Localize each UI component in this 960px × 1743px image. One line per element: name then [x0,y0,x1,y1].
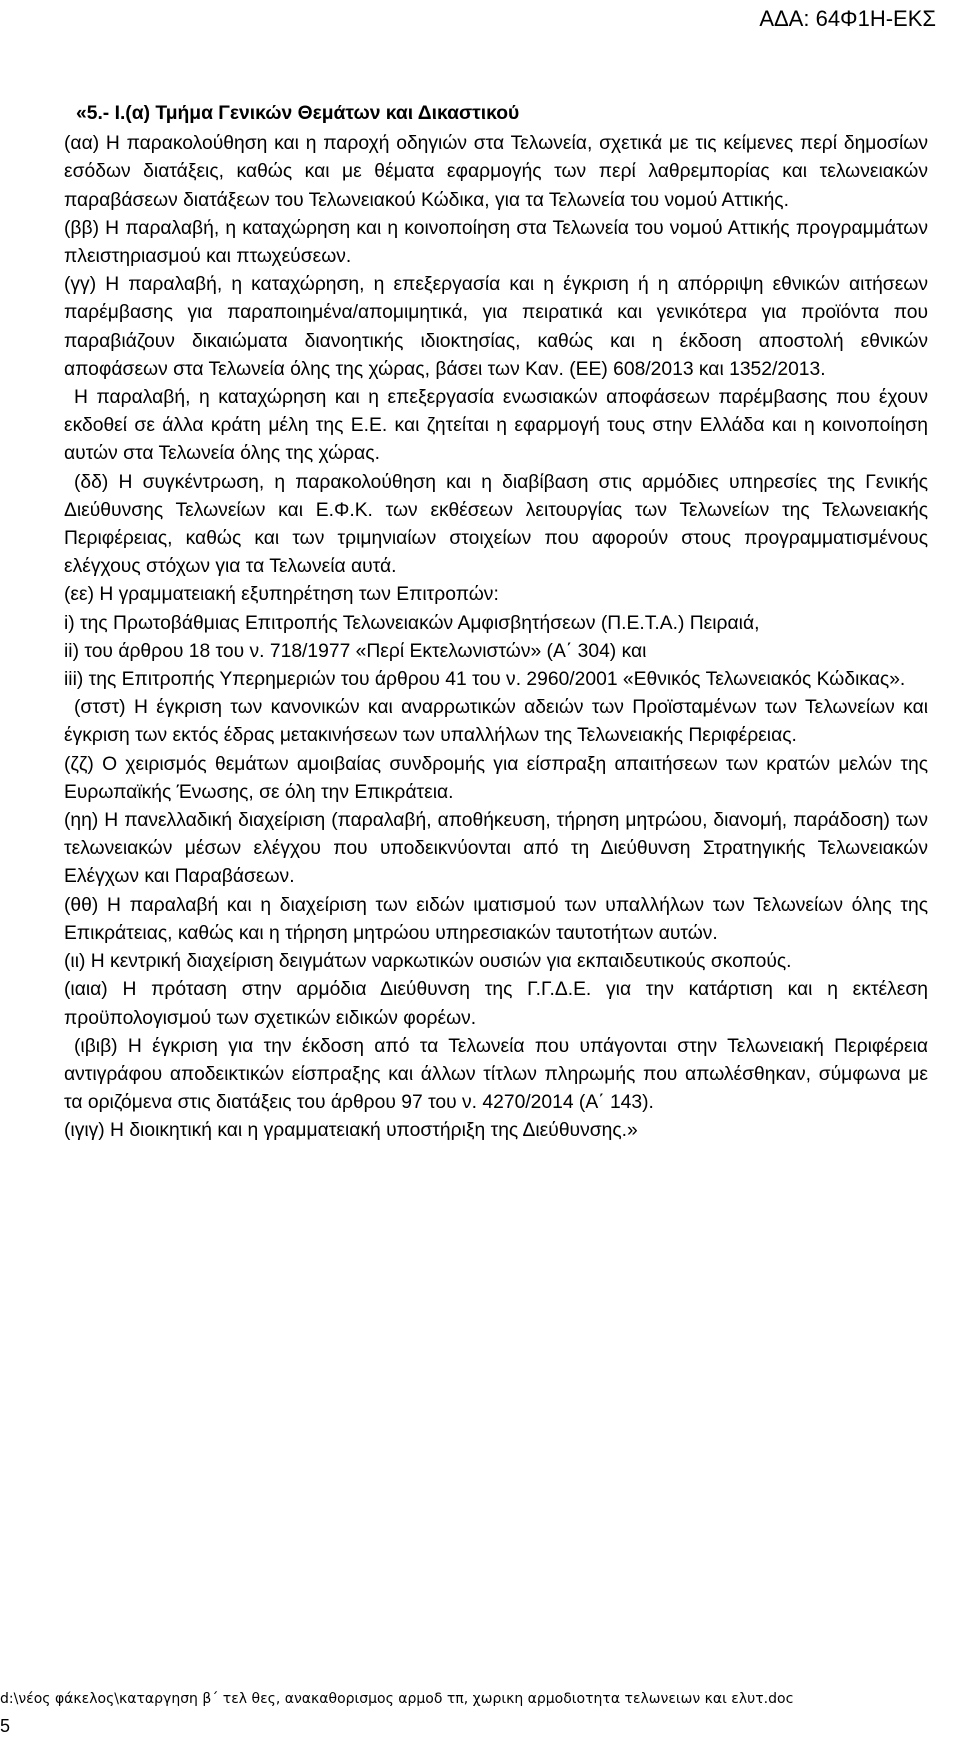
paragraph-iaia: (ιαια) Η πρόταση στην αρμόδια Διεύθυνση της Γ.Γ.Δ.Ε. για την κατάρτιση και η εκτέλεση προϋπολογισμού των σχετικών ειδικών φορέων. [64,979,928,1029]
ada-code: ΑΔΑ: 64Φ1Η-ΕΚΣ [759,6,936,31]
paragraph-thth: (θθ) Η παραλαβή και η διαχείριση των ειδών ιματισμού των υπαλλήλων των Τελωνείων όλης της Επικράτειας, καθώς και η τήρηση μητρώου υπηρεσιακών ταυτοτήτων αυτών. [64,894,928,944]
footer-file-path: d:\νέος φάκελος\καταργηση β΄ τελ θες, ανακαθορισμος αρμοδ τπ, χωρικη αρμοδιοτητα τελωνειων και ελυτ.doc [0,1691,794,1707]
page-number: 5 [0,1716,11,1736]
paragraph-ee-i: i) της Πρωτοβάθμιας Επιτροπής Τελωνειακών Αμφισβητήσεων (Π.Ε.Τ.Α.) Πειραιά, [64,612,760,634]
paragraph-ibib: (ιβιβ) Η έγκριση για την έκδοση από τα Τελωνεία που υπάγονται στην Τελωνειακή Περιφέρεια αντιγράφου αποδεικτικών είσπραξης και άλλων τίτλων πληρωμής που απωλέσθηκαν, σύμφωνα με τα οριζόμενα στις διατάξεις του άρθρου 97 του ν. 4270/2014 (Α΄ 143). [64,1035,928,1114]
paragraph-dd: (δδ) Η συγκέντρωση, η παρακολούθηση και η διαβίβαση στις αρμόδιες υπηρεσίες της Γενικής Διεύθυνσης Τελωνείων και Ε.Φ.Κ. των εκθέσεων λειτουργίας των Τελωνείων της Τελωνειακής Περιφέρειας, καθώς και των τριμηνιαίων στοιχείων που αφορούν στους προγραμματισμένους ελέγχους στόχων για τα Τελωνεία αυτά. [64,471,928,578]
paragraph-stst: (στστ) Η έγκριση των κανονικών και αναρρωτικών αδειών των Προϊσταμένων των Τελωνείων και έγκριση των εκτός έδρας μετακινήσεων των υπαλλήλων της Τελωνειακής Περιφέρειας. [64,697,928,747]
paragraph-gg-continued: Η παραλαβή, η καταχώρηση και η επεξεργασία ενωσιακών αποφάσεων παρέμβασης που έχουν εκδοθεί σε άλλα κράτη μέλη της Ε.Ε. και ζητείται η εφαρμογή τους στην Ελλάδα και η κοινοποίηση αυτών στα Τελωνεία όλης της χώρας. [64,387,928,465]
paragraph-igig: (ιγιγ) Η διοικητική και η γραμματειακή υποστήριξη της Διεύθυνσης.» [64,1120,638,1142]
document-body [64,100,928,1146]
paragraph-ii: (ιι) Η κεντρική διαχείριση δειγμάτων ναρκωτικών ουσιών για εκπαιδευτικούς σκοπούς. [64,951,792,973]
paragraph-ee-iii: iii) της Επιτροπής Υπερημεριών του άρθρου 41 του ν. 2960/2001 «Εθνικός Τελωνειακός Κώδικας». [64,669,906,691]
paragraph-bb: (ββ) Η παραλαβή, η καταχώρηση και η κοινοποίηση στα Τελωνεία του νομού Αττικής προγραμμάτων πλειστηριασμού και πτωχεύσεων. [64,217,928,268]
paragraph-hh: (ηη) Η πανελλαδική διαχείριση (παραλαβή, αποθήκευση, τήρηση μητρώου, διανομή, παράδοση) των τελωνειακών μέσων ελέγχου που υποδεικνύονται από τη Διεύθυνση Στρατηγικής Τελωνειακών Ελέγχων και Παραβάσεων. [64,810,928,888]
paragraph-gg: (γγ) Η παραλαβή, η καταχώρηση, η επεξεργασία και η έγκριση ή η απόρριψη εθνικών αιτήσεων παρέμβασης για παραποιημένα/απομιμητικά, για πειρατικά και γενικότερα για προϊόντα που παραβιάζουν δικαιώματα διανοητικής ιδιοκτησίας, καθώς και η έκδοση αποστολή εθνικών αποφάσεων στα Τελωνεία όλης της χώρας, βάσει των Καν. (ΕΕ) 608/2013 και 1352/2013. [64,274,928,380]
paragraph-aa: (αα) Η παρακολούθηση και η παροχή οδηγιών στα Τελωνεία, σχετικά με τις κείμενες περί δημοσίων εσόδων διατάξεις, καθώς και με θέματα εφαρμογής των περί λαθρεμπορίας και τελωνειακών παραβάσεων διατάξεων του Τελωνειακού Κώδικα, για τα Τελωνεία του νομού Αττικής. [64,133,928,211]
paragraph-ee-ii: ii) του άρθρου 18 του ν. 718/1977 «Περί Εκτελωνιστών» (Α΄ 304) και [64,640,647,662]
paragraph-ee: (εε) Η γραμματειακή εξυπηρέτηση των Επιτροπών: [64,584,499,606]
paragraph-zz: (ζζ) Ο χειρισμός θεμάτων αμοιβαίας συνδρομής για είσπραξη απαιτήσεων των κρατών μελών της Ευρωπαϊκής Ένωσης, σε όλη την Επικράτεια. [64,753,928,803]
section-title: «5.- Ι.(α) Τμήμα Γενικών Θεμάτων και Δικαστικού [76,103,520,124]
